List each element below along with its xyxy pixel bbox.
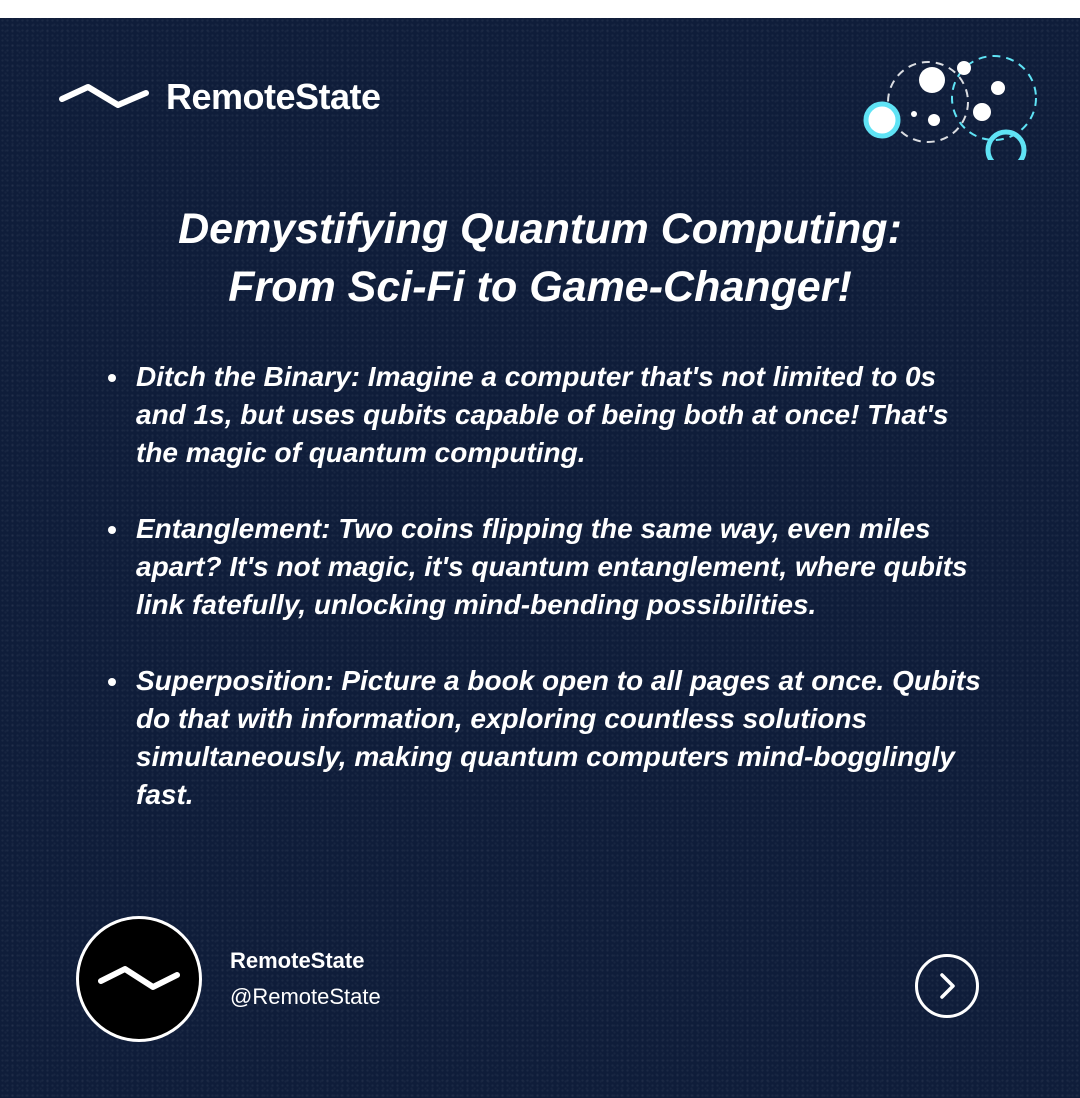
remotestate-logo-icon — [97, 961, 181, 997]
brand-header — [58, 76, 381, 118]
bullet-text: Entanglement: Two coins flipping the same way, even miles apart? It's not magic, it's quantum entanglement, where qubits link fatefully, unlocking mind-bending possibilities. — [136, 513, 968, 620]
bullet-text: Superposition: Picture a book open to all pages at once. Qubits do that with information, exploring countless solutions simultaneously, making quantum computers mind-bogglingly fast. — [136, 665, 981, 810]
brand-name: RemoteState — [166, 76, 381, 117]
bullet-item-entanglement — [108, 510, 988, 624]
bullet-item-superposition — [108, 662, 988, 814]
post-card — [0, 18, 1080, 1098]
qubit-orbit-icon — [852, 40, 1044, 160]
bullet-dot-icon — [108, 526, 116, 534]
bullet-item-binary — [108, 358, 988, 472]
bullet-dot-icon — [108, 678, 116, 686]
avatar[interactable] — [76, 916, 202, 1042]
chevron-right-icon — [934, 971, 960, 1001]
post-title — [60, 200, 1020, 316]
post-title-line-2: From Sci-Fi to Game-Changer! — [228, 263, 852, 311]
profile-name[interactable]: RemoteState — [230, 948, 365, 973]
next-button[interactable] — [915, 954, 979, 1018]
bullet-list — [108, 358, 988, 852]
profile-handle[interactable]: @RemoteState — [230, 984, 381, 1009]
post-title-line-1: Demystifying Quantum Computing: — [178, 205, 902, 253]
bullet-text: Ditch the Binary: Imagine a computer that's not limited to 0s and 1s, but uses qubits capable of being both at once! That's the magic of quantum computing. — [136, 361, 949, 468]
bullet-dot-icon — [108, 374, 116, 382]
remotestate-logo-icon — [58, 77, 150, 117]
